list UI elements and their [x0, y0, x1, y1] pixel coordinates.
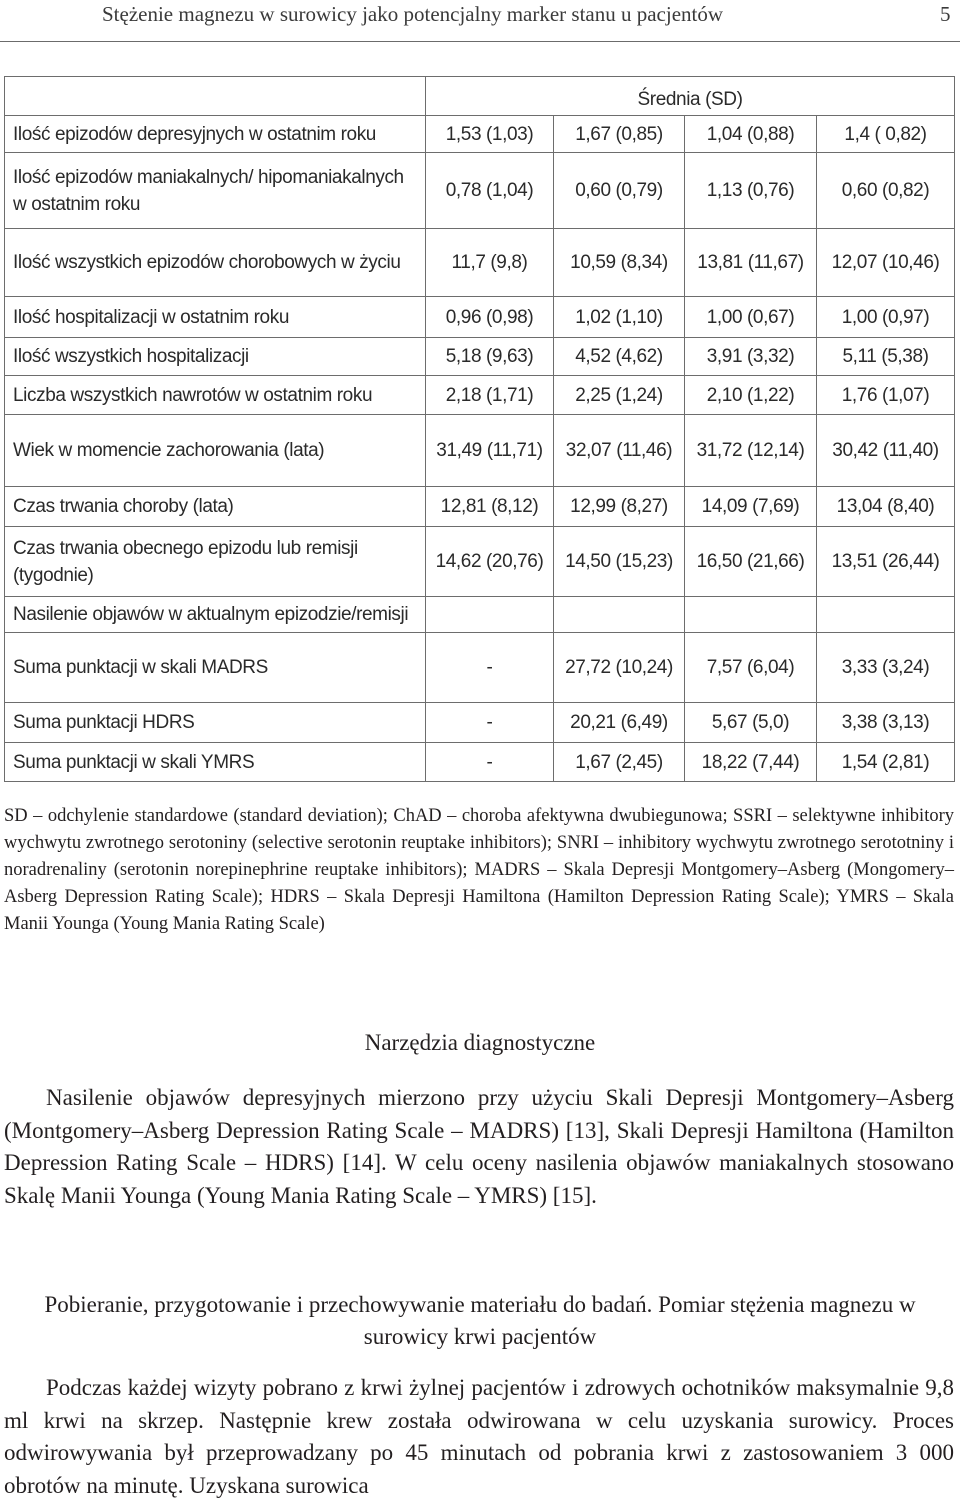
row-label: Wiek w momencie zachorowania (lata): [5, 415, 426, 487]
cell-value: 12,07 (10,46): [817, 229, 955, 297]
cell-value: 1,53 (1,03): [426, 116, 554, 153]
row-label: Ilość hospitalizacji w ostatnim roku: [5, 297, 426, 338]
cell-value: 0,78 (1,04): [426, 153, 554, 229]
cell-value: 13,51 (26,44): [817, 527, 955, 597]
cell-value: 2,10 (1,22): [685, 376, 817, 415]
row-label: Ilość wszystkich hospitalizacji: [5, 338, 426, 376]
table-row: [5, 297, 955, 338]
cell-value: 18,22 (7,44): [685, 743, 817, 782]
row-label: Suma punktacji w skali YMRS: [5, 743, 426, 782]
cell-value: 14,09 (7,69): [685, 487, 817, 527]
row-label: Ilość wszystkich epizodów chorobowych w życiu: [5, 229, 426, 297]
table-row: [5, 338, 955, 376]
cell-value: 0,60 (0,79): [554, 153, 685, 229]
body-paragraph: Nasilenie objawów depresyjnych mierzono przy użyciu Skali Depresji Montgomery–Asberg (Montgomery–Asberg Depression Rating Scale – MADRS) [13], Skali Depresji Hamiltona (Hamilton Depression Rating Scale – HDRS) [14]. W celu oceny nasilenia objawów maniakalnych stosowano Skalę Manii Younga (Young Mania Rating Scale – YMRS) [15].: [4, 1085, 954, 1208]
cell-value: 1,00 (0,97): [817, 297, 955, 338]
cell-value: 31,49 (11,71): [426, 415, 554, 487]
row-label: Liczba wszystkich nawrotów w ostatnim roku: [5, 376, 426, 415]
table-row: [5, 376, 955, 415]
cell-value: 12,81 (8,12): [426, 487, 554, 527]
cell-value: 3,91 (3,32): [685, 338, 817, 376]
cell-value: 27,72 (10,24): [554, 633, 685, 703]
cell-value: 5,11 (5,38): [817, 338, 955, 376]
row-label: Suma punktacji w skali MADRS: [5, 633, 426, 703]
cell-value: -: [426, 743, 554, 782]
running-title: Stężenie magnezu w surowicy jako potencjalny marker stanu u pacjentów: [102, 2, 724, 26]
cell-value: 1,13 (0,76): [685, 153, 817, 229]
row-label: Suma punktacji HDRS: [5, 703, 426, 743]
cell-value: -: [426, 703, 554, 743]
cell-value: 4,52 (4,62): [554, 338, 685, 376]
table-row: [5, 597, 955, 633]
cell-value: 3,33 (3,24): [817, 633, 955, 703]
row-label: Czas trwania obecnego epizodu lub remisji (tygodnie): [5, 527, 426, 597]
cell-value: 2,25 (1,24): [554, 376, 685, 415]
table-row: [5, 743, 955, 782]
cell-value: [554, 597, 685, 633]
cell-value: 1,00 (0,67): [685, 297, 817, 338]
row-label: Czas trwania choroby (lata): [5, 487, 426, 527]
cell-value: 0,60 (0,82): [817, 153, 955, 229]
header-rule: [0, 41, 960, 42]
cell-value: 14,62 (20,76): [426, 527, 554, 597]
row-label: Nasilenie objawów w aktualnym epizodzie/remisji: [5, 597, 426, 633]
cell-value: [426, 597, 554, 633]
section-heading: Pobieranie, przygotowanie i przechowywanie materiału do badań. Pomiar stężenia magnezu w surowicy krwi pacjentów: [44, 1292, 916, 1349]
cell-value: [817, 597, 955, 633]
cell-value: 3,38 (3,13): [817, 703, 955, 743]
table-row: [5, 153, 955, 229]
table-row: [5, 415, 955, 487]
table-row: [5, 229, 955, 297]
cell-value: 2,18 (1,71): [426, 376, 554, 415]
cell-value: 5,67 (5,0): [685, 703, 817, 743]
cell-value: 1,02 (1,10): [554, 297, 685, 338]
cell-value: 10,59 (8,34): [554, 229, 685, 297]
cell-value: 1,76 (1,07): [817, 376, 955, 415]
section-heading: Narzędzia diagnostyczne: [364, 1030, 596, 1055]
table-row: [5, 703, 955, 743]
table-group-header: Średnia (SD): [426, 77, 955, 116]
statistics-table: [4, 76, 955, 782]
table-row: [5, 527, 955, 597]
cell-value: 11,7 (9,8): [426, 229, 554, 297]
cell-value: 30,42 (11,40): [817, 415, 955, 487]
body-paragraph: Podczas każdej wizyty pobrano z krwi żylnej pacjentów i zdrowych ochotników maksymalnie 9,8 ml krwi na skrzep. Następnie krew została odwirowana w celu uzyskania surowicy. Proces odwirowywania był przeprowadzany po 45 minutach od pobrania krwi z zastosowaniem 3 000 obrotów na minutę. Uzyskana surowica: [4, 1375, 954, 1498]
cell-value: 5,18 (9,63): [426, 338, 554, 376]
table-row: [5, 487, 955, 527]
table-footnote: SD – odchylenie standardowe (standard deviation); ChAD – choroba afektywna dwubiegunowa; SSRI – selektywne inhibitory wychwytu zwrotnego serotoniny (selective serotonin reuptake inhibitors); SNRI – inhibitory wychwytu zwrotnego serototniny i noradrenaliny (serotonin norepinephrine reuptake inhibitors); MADRS – Skala Depresji Montgomery–Asberg (Mongomery–Asberg Depression Rating Scale); HDRS – Skala Depresji Hamiltona (Hamilton Depression Rating Scale); YMRS – Skala Manii Younga (Young Mania Rating Scale): [4, 806, 954, 934]
cell-value: 31,72 (12,14): [685, 415, 817, 487]
cell-value: 1,67 (0,85): [554, 116, 685, 153]
cell-value: 7,57 (6,04): [685, 633, 817, 703]
cell-value: 13,81 (11,67): [685, 229, 817, 297]
cell-value: 13,04 (8,40): [817, 487, 955, 527]
cell-value: 20,21 (6,49): [554, 703, 685, 743]
cell-value: 16,50 (21,66): [685, 527, 817, 597]
cell-value: -: [426, 633, 554, 703]
cell-value: 1,54 (2,81): [817, 743, 955, 782]
cell-value: 0,96 (0,98): [426, 297, 554, 338]
cell-value: 32,07 (11,46): [554, 415, 685, 487]
table-row: [5, 633, 955, 703]
cell-value: 1,04 (0,88): [685, 116, 817, 153]
cell-value: 14,50 (15,23): [554, 527, 685, 597]
table-row: [5, 116, 955, 153]
cell-value: 12,99 (8,27): [554, 487, 685, 527]
row-label: Ilość epizodów maniakalnych/ hipomaniakalnych w ostatnim roku: [5, 153, 426, 229]
cell-value: [685, 597, 817, 633]
running-header: [0, 0, 960, 40]
row-label: Ilość epizodów depresyjnych w ostatnim roku: [5, 116, 426, 153]
cell-value: 1,67 (2,45): [554, 743, 685, 782]
table-header-empty: [5, 77, 426, 116]
cell-value: 1,4 ( 0,82): [817, 116, 955, 153]
page-number: 5: [940, 2, 951, 26]
table-header-row: [5, 77, 955, 116]
